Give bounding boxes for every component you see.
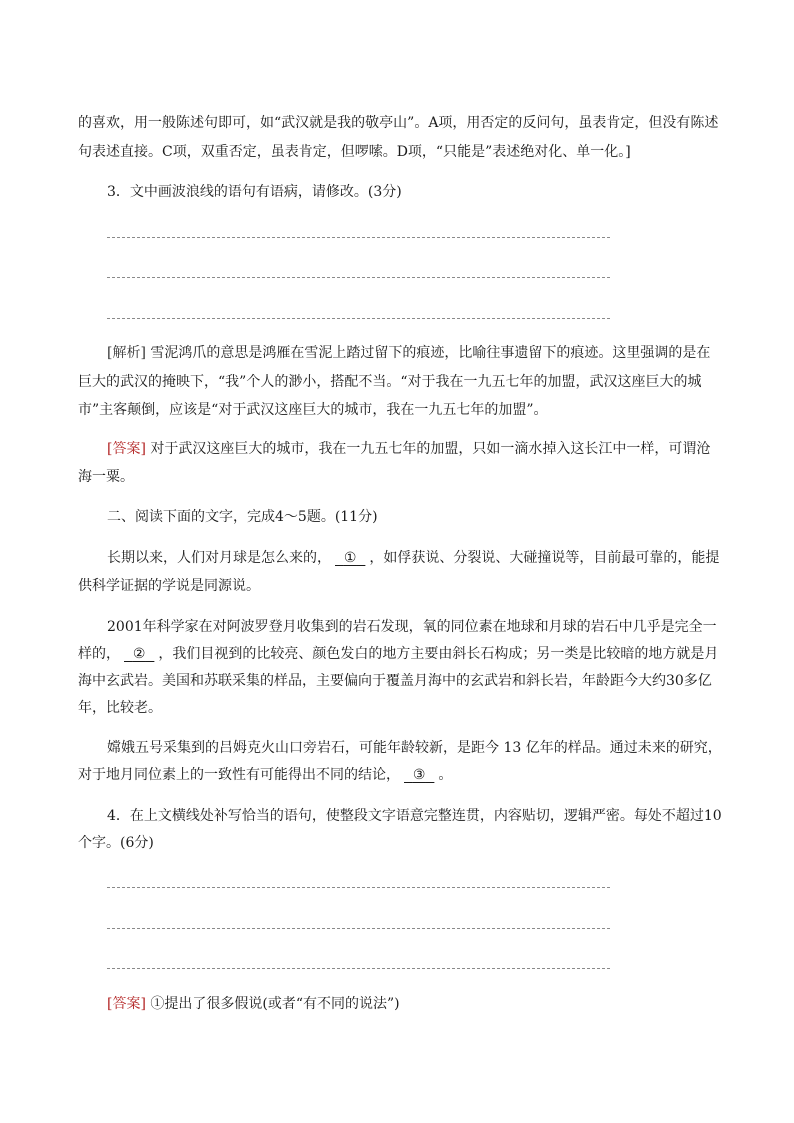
- answer-tag: [答案]: [107, 996, 146, 1012]
- answer-text: ①提出了很多假说(或者“有不同的说法”): [150, 996, 400, 1012]
- answer-tag: [答案]: [107, 441, 146, 457]
- question-4: 4．在上文横线处补写恰当的语句，使整段文字语意完整连贯，内容贴切，逻辑严密。每处不超过10: [107, 808, 722, 824]
- passage-line: 供科学证据的学说是同源说。: [78, 578, 260, 594]
- passage-line: 嫦娥五号采集到的吕姆克火山口旁岩石，可能年龄较新，是距今 13 亿年的样品。通过未来的研究，: [107, 740, 722, 756]
- blank-2: [120, 644, 158, 664]
- passage-line: 2001年科学家在对阿波罗登月收集到的岩石发现，氧的同位素在地球和月球的岩石中几乎是完全一: [107, 619, 717, 635]
- blank-1: [331, 548, 369, 568]
- passage-text: 样的，: [78, 646, 120, 662]
- answer-line-text: [107, 994, 400, 1014]
- analysis-text: 雪泥鸿爪的意思是鸿雁在雪泥上踏过留下的痕迹，比喻往事遗留下的痕迹。这里强调的是在: [150, 345, 711, 361]
- analysis-line: [107, 343, 710, 363]
- text-line: 的喜欢，用一般陈述句即可，如“武汉就是我的敬亭山”。A项，用否定的反问句，虽表肯定，但没有陈述: [78, 115, 719, 131]
- text-line: 句表述直接。C项，双重否定，虽表肯定，但啰嗦。D项，“只能是”表述绝对化、单一化。]: [78, 144, 631, 160]
- passage-text: ，我们目视到的比较亮、颜色发白的地方主要由斜长石构成；另一类是比较暗的地方就是月: [158, 646, 719, 662]
- answer-text: 对于武汉这座巨大的城市，我在一九五七年的加盟，只如一滴水掉入这长江中一样，可谓沧: [150, 441, 711, 457]
- passage-line: [78, 765, 452, 785]
- passage-line: 年，比较老。: [78, 700, 162, 716]
- blank-label: ②: [132, 646, 146, 662]
- answer-line: [107, 318, 610, 319]
- answer-line: [107, 887, 610, 888]
- question-4: 个字。(6分): [78, 835, 154, 851]
- question-3: 3．文中画波浪线的语句有语病，请修改。(3分): [107, 184, 402, 200]
- answer-line: [107, 968, 610, 969]
- section-heading: 二、阅读下面的文字，完成4～5题。(11分): [107, 509, 378, 525]
- passage-text: 长期以来，人们对月球是怎么来的，: [107, 550, 331, 566]
- passage-text: 对于地月同位素上的一致性有可能得出不同的结论，: [78, 767, 400, 783]
- analysis-line: 市”主客颠倒，应该是“对于武汉这座巨大的城市，我在一九五七年的加盟”。: [78, 402, 548, 418]
- blank-3: [400, 765, 438, 785]
- passage-text: 。: [438, 767, 453, 783]
- passage-line: [107, 548, 719, 568]
- answer-line-text: [107, 439, 710, 459]
- answer-line: [107, 277, 610, 278]
- passage-text: ，如俘获说、分裂说、大碰撞说等，目前最可靠的，能提: [369, 550, 720, 566]
- passage-line: 海中玄武岩。美国和苏联采集的样品，主要偏向于覆盖月海中的玄武岩和斜长岩，年龄距今大约30多亿: [78, 673, 712, 689]
- blank-label: ③: [412, 767, 426, 783]
- answer-line-text: 海一粟。: [78, 469, 134, 485]
- answer-line: [107, 928, 610, 929]
- answer-line: [107, 237, 610, 238]
- analysis-tag: [解析]: [107, 345, 146, 361]
- blank-label: ①: [343, 550, 357, 566]
- analysis-line: 巨大的武汉的掩映下，“我”个人的渺小，搭配不当。“对于我在一九五七年的加盟，武汉这座巨大的城: [78, 374, 702, 390]
- passage-line: [78, 644, 718, 664]
